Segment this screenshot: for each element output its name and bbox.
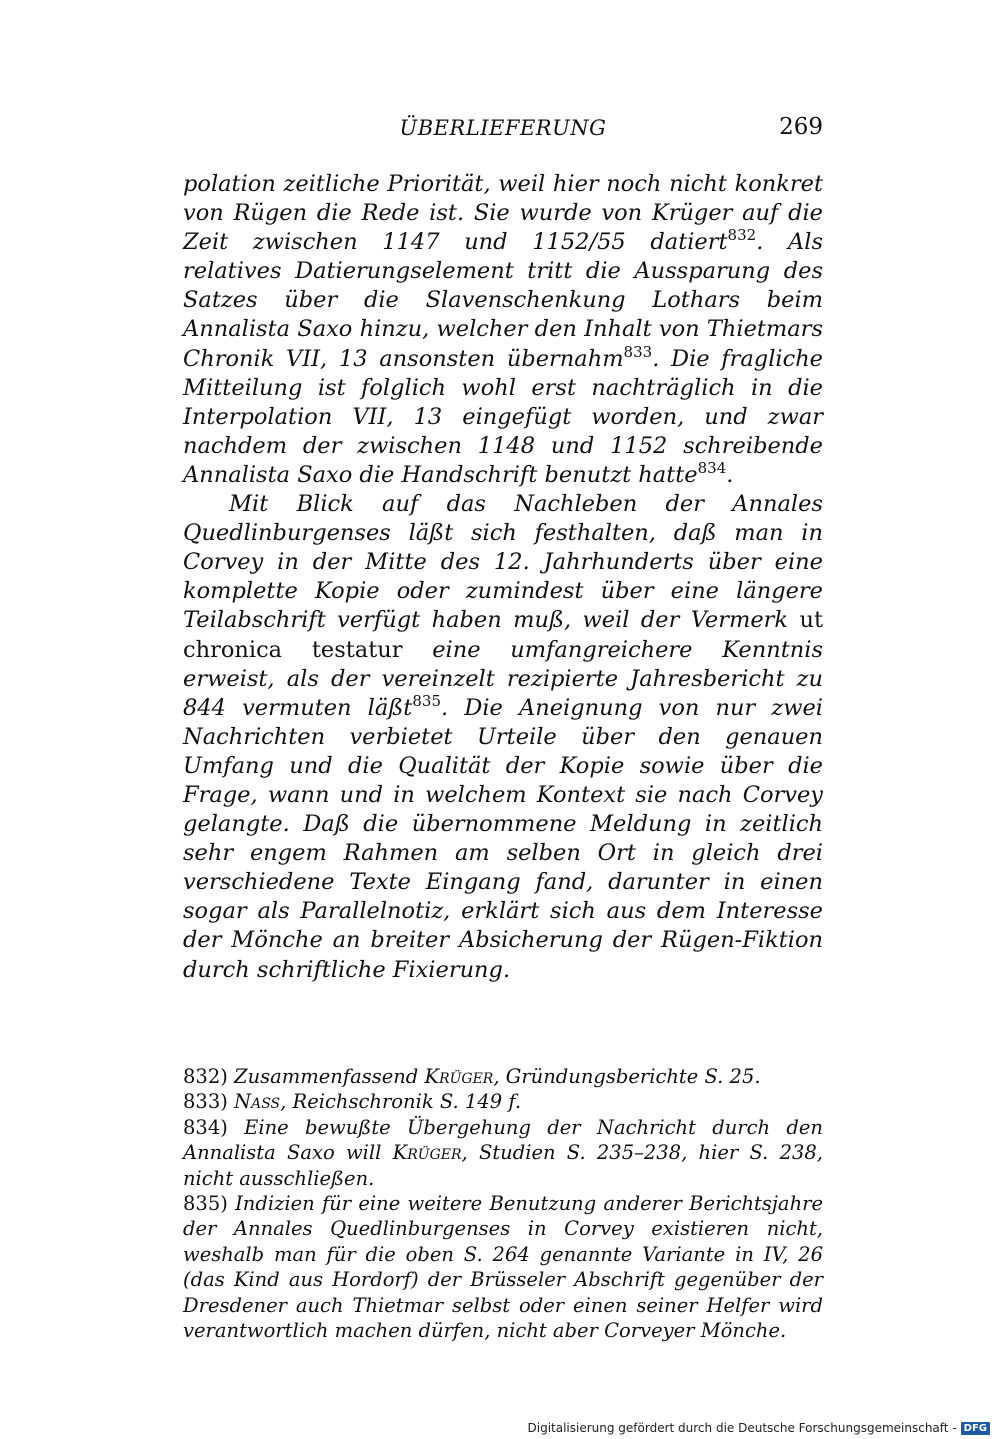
footnote-835 xyxy=(183,1191,823,1343)
credit-text: Digitalisierung gefördert durch die Deutsche Forschungsgemeinschaft - xyxy=(527,1421,957,1435)
footnote-834 xyxy=(183,1115,823,1191)
dfg-logo-icon: DFG xyxy=(961,1422,990,1435)
footnote-text: Zusammenfassend xyxy=(234,1065,425,1088)
p1-text-3: . Die fragliche Mitteilung ist folglich wohl erst nachträglich in die Interpolation VII, 13 eingefügt worden, und zwar nachdem der zwischen 1148 und 1152 schreibende Annalista Saxo die Handschrift benutzt hatte xyxy=(183,345,823,488)
page-number: 269 xyxy=(779,114,823,140)
footnote-number: 834) xyxy=(183,1115,228,1139)
footnote-text: Eine bewußte Übergehung der Nachricht durch den Annalista Saxo will xyxy=(183,1115,823,1165)
footnote-author: Krüger xyxy=(392,1141,462,1165)
footnote-text: , Studien S. 235–238, hier S. 238, nicht ausschließen. xyxy=(183,1141,823,1190)
p2-text-2: eine umfangreichere Kenntnis erweist, als der vereinzelt rezipierte Jahresbericht zu 844 vermuten läßt xyxy=(183,636,823,721)
running-head xyxy=(183,112,823,146)
footnote-number: 835) xyxy=(183,1192,228,1216)
running-title: ÜBERLIEFERUNG xyxy=(399,116,607,140)
footnote-author: Nass xyxy=(234,1090,281,1114)
footnote-832 xyxy=(183,1064,823,1089)
footnote-text: , Reichschronik S. 149 f. xyxy=(280,1090,522,1114)
p1-text-1: polation zeitliche Priorität, weil hier noch nicht konkret von Rügen die Rede ist. Sie wurde von Krüger auf die Zeit zwischen 1147 und 1152/55 datiert xyxy=(183,171,823,256)
footnote-ref-832[interactable]: 832 xyxy=(727,226,757,245)
footnote-ref-835[interactable]: 835 xyxy=(412,691,441,710)
p1-text-4: . xyxy=(726,461,734,488)
footnote-text: , Gründungsberichte S. 25. xyxy=(493,1065,761,1088)
footnote-833 xyxy=(183,1089,823,1114)
main-text xyxy=(183,170,823,985)
footnote-author: Krüger xyxy=(424,1065,494,1088)
p2-text-3: . Die Aneignung von nur zwei Nachrichten verbietet Urteile über den genauen Umfang und die Qualität der Kopie sowie über die Frage, wann und in welchem Kontext sie nach Corvey gelangte. Daß die übernommene Meldung in zeitlich sehr engem Rahmen am selben Ort in gleich drei verschiedene Texte Eingang fand, darunter in einen sogar als Parallelnotiz, erklärt sich aus dem Interesse der Mönche an breiter Absicherung der Rügen-Fiktion durch schriftliche Fixierung. xyxy=(183,694,824,983)
footnotes xyxy=(183,1064,823,1343)
digitization-credit xyxy=(528,1421,991,1435)
footnote-text: Indizien für eine weitere Benutzung anderer Berichtsjahre der Annales Quedlinburgenses in Corvey existieren nicht, weshalb man für die oben S. 264 genannte Variante in IV, 26 (das Kind aus Hordorf) der Brüsseler Abschrift gegenüber der Dresdener auch Thietmar selbst oder einen seiner Helfer wird verantwortlich machen dürfen, nicht aber Corveyer Mönche. xyxy=(183,1192,823,1343)
p1-text-2: . Als relatives Datierungselement tritt die Aussparung des Satzes über die Slavenschenkung Lothars beim Annalista Saxo hinzu, welcher den Inhalt von Thietmars Chronik VII, 13 ansonsten übernahm xyxy=(183,229,823,372)
footnote-ref-833[interactable]: 833 xyxy=(623,342,653,361)
p2-text-1: Mit Blick auf das Nachleben der Annales Quedlinburgenses läßt sich festhalten, daß man in Corvey in der Mitte des 12. Jahrhunderts über eine komplette Kopie oder zumindest über eine längere Teilabschrift verfügt haben muß, weil der Vermerk xyxy=(183,491,823,634)
footnote-ref-834[interactable]: 834 xyxy=(697,458,727,477)
paragraph-2 xyxy=(183,490,823,985)
p2-quote: ut chronica testatur xyxy=(183,607,823,663)
paragraph-1 xyxy=(183,170,823,490)
footnote-number: 833) xyxy=(183,1090,228,1114)
footnote-number: 832) xyxy=(183,1065,228,1088)
